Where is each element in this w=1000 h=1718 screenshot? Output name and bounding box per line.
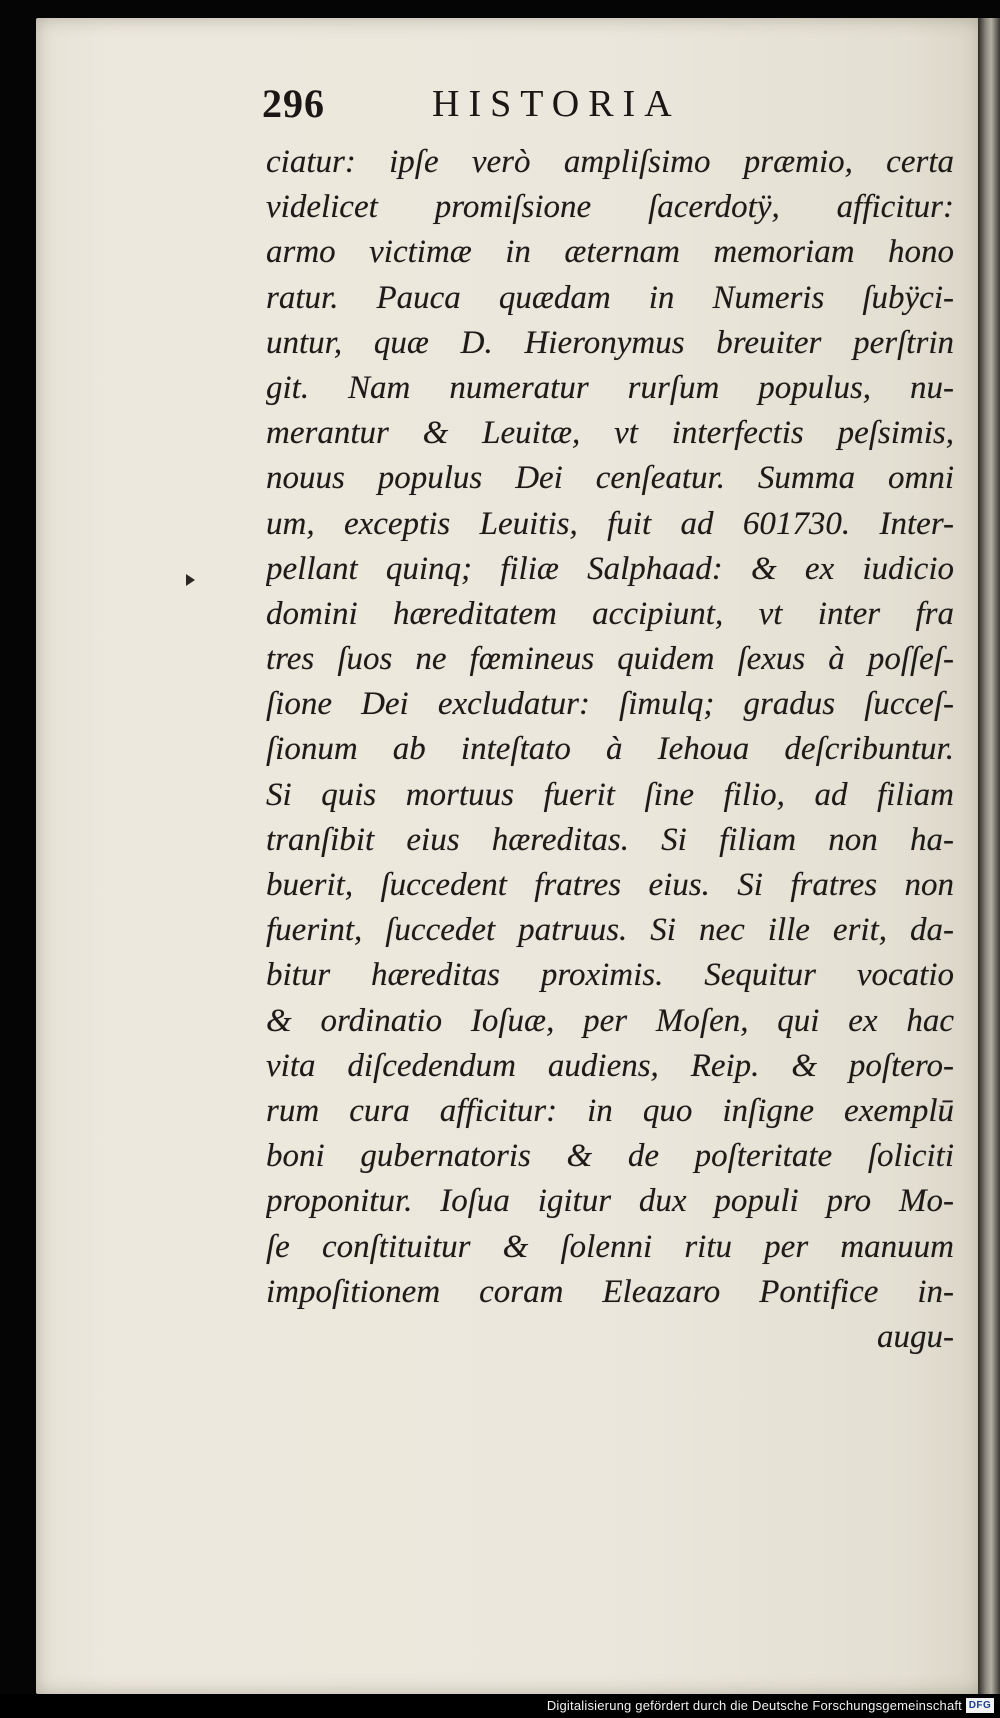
text-line: videlicet promiſsione ſacerdotÿ, afficitur: bbox=[266, 189, 954, 226]
running-title: HISTORIA bbox=[432, 83, 681, 125]
page-number: 296 bbox=[262, 81, 325, 126]
text-line: bitur hæreditas proximis. Sequitur vocatio bbox=[266, 957, 954, 994]
text-line: buerit, ſuccedent fratres eius. Si fratres non bbox=[266, 867, 954, 903]
text-line: ratur. Pauca quædam in Numeris ſubÿci- bbox=[266, 279, 954, 316]
page-edge bbox=[978, 18, 1000, 1694]
text-line: tranſibit eius hæreditas. Si filiam non ha- bbox=[266, 821, 954, 858]
text-line: impoſitionem coram Eleazaro Pontifice in- bbox=[266, 1273, 954, 1310]
digitization-credit-bar bbox=[0, 1694, 1000, 1718]
text-line: proponitur. Ioſua igitur dux populi pro Mo- bbox=[266, 1183, 954, 1220]
text-line: git. Nam numeratur rurſum populus, nu- bbox=[266, 369, 954, 406]
text-line: pellant quinq; filiæ Salphaad: & ex iudicio bbox=[266, 550, 954, 587]
text-line: ſione Dei excludatur: ſimulq; gradus ſucceſ- bbox=[266, 686, 954, 723]
text-line: ciatur: ipſe verò ampliſsimo præmio, certa bbox=[266, 144, 954, 180]
text-line: untur, quæ D. Hieronymus breuiter perſtrin bbox=[266, 324, 954, 361]
text-line: tres ſuos ne fœmineus quidem ſexus à poſſeſ- bbox=[266, 641, 954, 678]
text-line: boni gubernatoris & de poſteritate ſoliciti bbox=[266, 1138, 954, 1175]
text-line: um, exceptis Leuitis, fuit ad 601730. Inter- bbox=[266, 505, 954, 542]
dfg-logo-icon: DFG bbox=[966, 1698, 994, 1713]
body-text bbox=[266, 140, 954, 1360]
catchword: augu- bbox=[877, 1318, 954, 1355]
text-line: merantur & Leuitæ, vt interfectis peſsimis, bbox=[266, 415, 954, 452]
text-line: armo victimæ in æternam memoriam hono bbox=[266, 234, 954, 271]
text-line: domini hæreditatem accipiunt, vt inter fra bbox=[266, 595, 954, 632]
digitization-credit: Digitalisierung gefördert durch die Deutsche Forschungsgemeinschaft bbox=[546, 1698, 962, 1713]
text-line: rum cura afficitur: in quo inſigne exemplū bbox=[266, 1092, 954, 1129]
margin-pointer-mark bbox=[186, 574, 195, 586]
text-line: vita diſcedendum audiens, Reip. & poſtero- bbox=[266, 1047, 954, 1084]
text-line: & ordinatio Ioſuæ, per Moſen, qui ex hac bbox=[266, 1002, 954, 1039]
text-line: fuerint, ſuccedet patruus. Si nec ille erit, da- bbox=[266, 912, 954, 949]
text-line: ſionum ab inteſtato à Iehoua deſcribuntur. bbox=[266, 731, 954, 768]
text-line: nouus populus Dei cenſeatur. Summa omni bbox=[266, 460, 954, 497]
text-line: Si quis mortuus fuerit ſine filio, ad filiam bbox=[266, 776, 954, 813]
text-line: ſe conſtituitur & ſolenni ritu per manuum bbox=[266, 1228, 954, 1265]
page-header bbox=[262, 80, 882, 130]
